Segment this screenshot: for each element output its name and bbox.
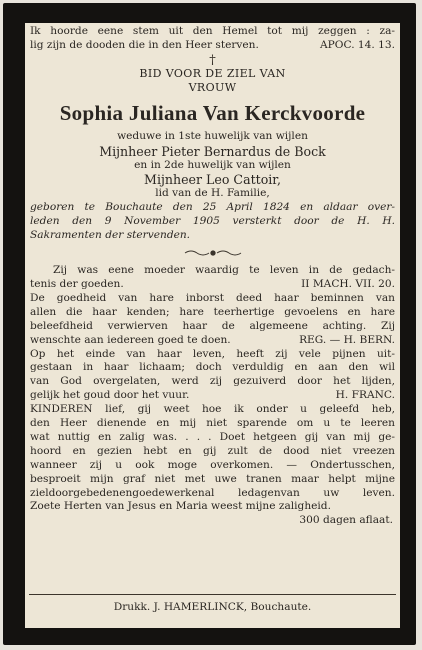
para-2-line-2: allen die haar kenden; hare teerhertige gevoelens en hare	[30, 305, 395, 318]
para-3-line-4	[30, 389, 395, 403]
para-4-line-5: wanneer zij u ook moge overkomen. — Ondertusschen,	[30, 458, 395, 471]
cross-icon: †	[209, 52, 216, 68]
bio-widow-second: en in 2de huwelijk van wijlen	[134, 158, 291, 171]
bio-born: geboren te Bouchaute den 25 April 1824 en aldaar over-	[30, 201, 395, 214]
bio-widow-first: weduwe in 1ste huwelijk van wijlen	[117, 129, 308, 142]
para-2-line-4	[30, 334, 395, 348]
para-5-line-1: Zoete Herten van Jesus en Maria weest mijne zaligheid.	[30, 500, 331, 513]
para-3-text: gelijk het goud door het vuur.	[30, 389, 190, 402]
para-3-reference: H. FRANC.	[335, 389, 395, 402]
quote-line-1: Ik hoorde eene stem uit den Hemel tot mij zeggen : za-	[30, 25, 395, 37]
quote-line-2	[30, 39, 395, 53]
para-4-line-7: zieldoorgebedenengoedewerkenal ledagenvan uw leven.	[30, 486, 395, 499]
para-3-line-1: Op het einde van haar leven, heeft zij vele pijnen uit-	[30, 347, 395, 360]
card-content	[30, 25, 395, 624]
para-2-text: wenschte aan iedereen goed te doen.	[30, 333, 231, 346]
para-4-line-1: KINDEREN lief, gij weet hoe ik onder u geleefd heb,	[30, 403, 395, 416]
para-1-line-1: Zij was eene moeder waardig te leven in de gedach-	[53, 264, 395, 277]
para-2-line-1: De goedheid van hare inborst deed haar beminnen van	[30, 291, 395, 304]
indulgence-note: 300 dagen aflaat.	[299, 514, 393, 527]
para-3-line-3: van God overgelaten, werd zij gezuiverd door het lijden,	[30, 375, 395, 388]
para-1-line-2	[30, 278, 395, 292]
memorial-card-paper	[25, 23, 400, 628]
para-2-reference: REG. — H. BERN.	[299, 333, 395, 346]
memorial-card-border	[3, 3, 416, 645]
ornament-divider-icon	[30, 248, 395, 258]
para-4-line-2: den Heer dienende en mij niet sparende om u te leeren	[30, 417, 395, 430]
para-1-reference: II MACH. VII. 20.	[301, 277, 395, 290]
quote-text: lig zijn de dooden die in den Heer sterven.	[30, 38, 259, 51]
bio-sacraments: Sakramenten der stervenden.	[30, 229, 191, 242]
heading-pray-for: BID VOOR DE ZIEL VAN	[139, 66, 286, 80]
para-2-line-3: beleefdheid verwierven haar de algemeene achting. Zij	[30, 319, 395, 332]
deceased-name: Sophia Juliana Van Kerckvoorde	[59, 100, 366, 125]
bio-second-husband: Mijnheer Leo Cattoir,	[144, 172, 281, 188]
heading-woman: VROUW	[188, 80, 237, 94]
bio-died: leden den 9 November 1905 versterkt door de H. H.	[30, 215, 395, 228]
footer-divider	[29, 594, 396, 595]
bio-member: lid van de H. Familie,	[155, 187, 270, 200]
printer-footer: Drukk. J. HAMERLINCK, Bouchaute.	[113, 601, 312, 613]
para-1-text: tenis der goeden.	[30, 277, 124, 290]
para-4-line-3: wat nuttig en zalig was. . . . Doet hetgeen gij van mij ge-	[30, 430, 395, 443]
bio-first-husband: Mijnheer Pieter Bernardus de Bock	[99, 143, 326, 159]
para-4-line-6: besproeit mijn graf niet met uwe tranen maar helpt mijne	[30, 472, 395, 485]
para-3-line-2: gestaan in haar lichaam; doch verduldig en aan den wil	[30, 361, 395, 374]
quote-reference: APOC. 14. 13.	[320, 38, 395, 51]
para-4-line-4: hoord en gezien hebt en gij zult de dood niet vreezen	[30, 444, 395, 457]
